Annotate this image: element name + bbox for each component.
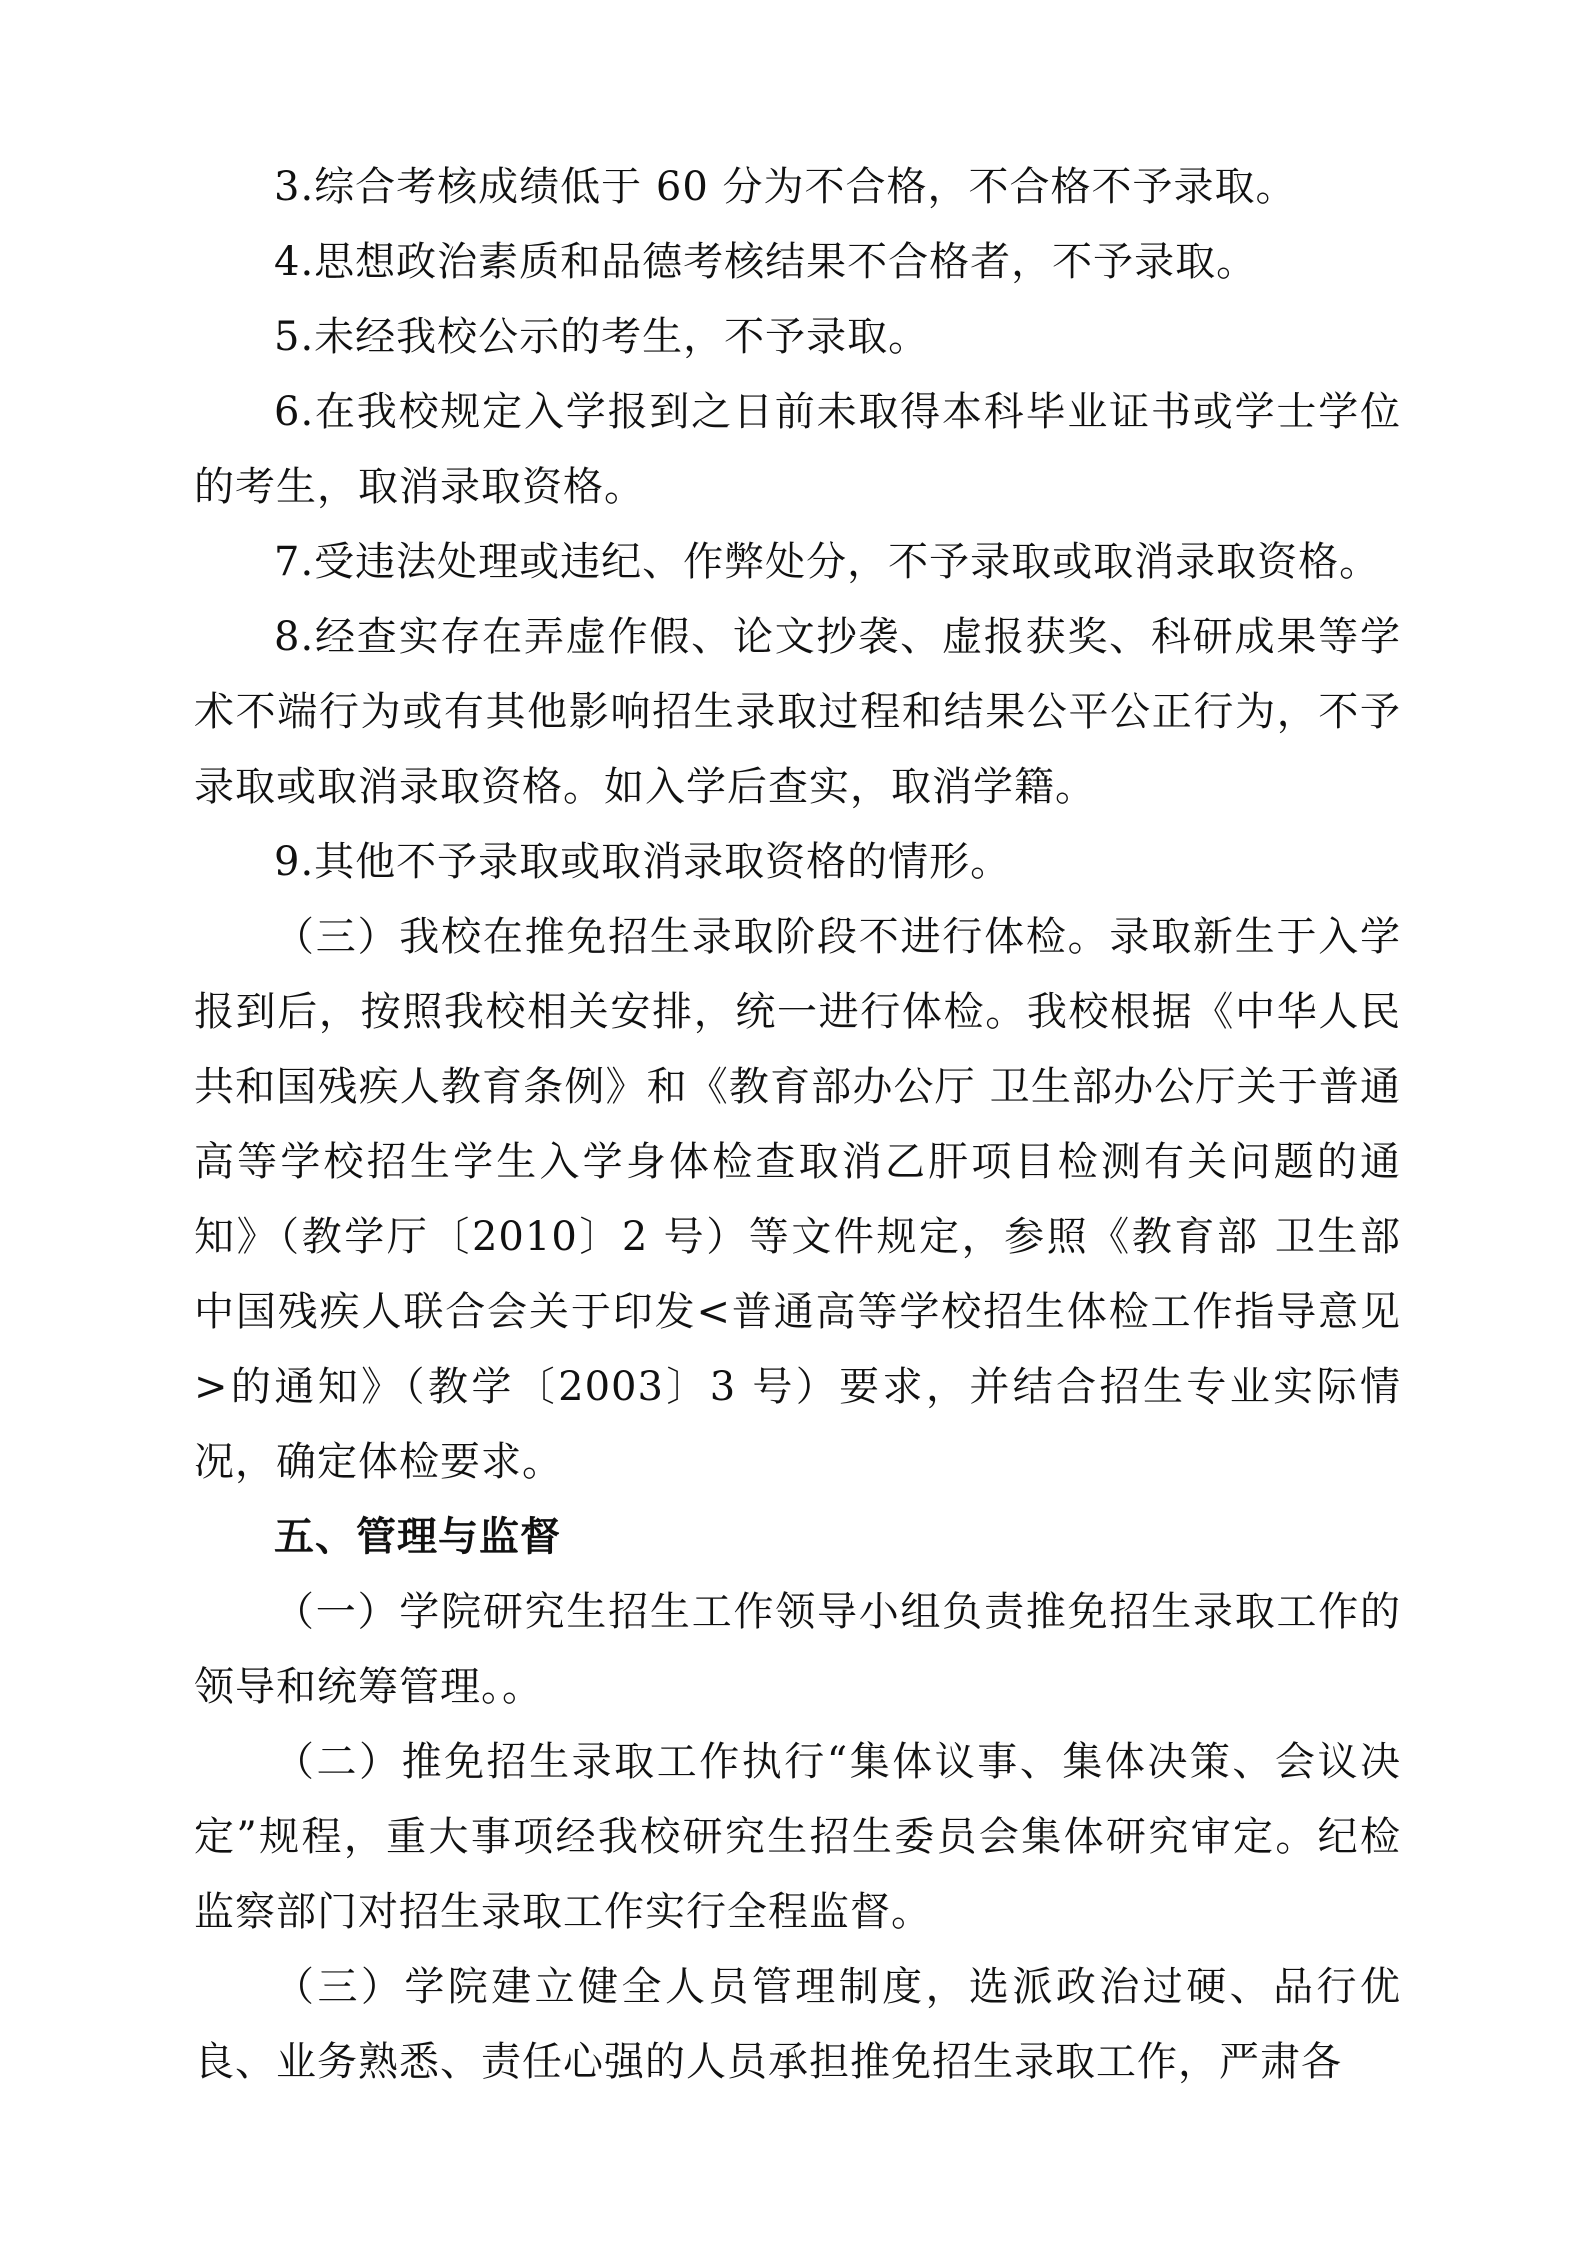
paragraph-rule-9: 9.其他不予录取或取消录取资格的情形。 bbox=[274, 839, 1012, 885]
paragraph-rule-4: 4.思想政治素质和品德考核结果不合格者，不予录取。 bbox=[274, 239, 1258, 285]
paragraph-physical-exam: （三）我校在推免招生录取阶段不进行体检。录取新生于入学报到后，按照我校相关安排，统一进行体检。我校根据《中华人民共和国残疾人教育条例》和《教育部办公厅 卫生部办公厅关于普通高等学校招生学生入学身体检查取消乙肝项目检测有关问题的通知》（教学厅〔2010〕2 号）等文件规定，参照《教育部 卫生部 中国残疾人联合会关于印发<普通高等学校招生体检工作指导意见>的通知》（教学〔2003〕3 号）要求，并结合招生专业实际情况，确定体检要求。 bbox=[194, 914, 1401, 1485]
paragraph-rule-8: 8.经查实存在弄虚作假、论文抄袭、虚报获奖、科研成果等学术不端行为或有其他影响招生录取过程和结果公平公正行为，不予录取或取消录取资格。如入学后查实，取消学籍。 bbox=[194, 614, 1401, 810]
paragraph-management-2: （二）推免招生录取工作执行“集体议事、集体决策、会议决定”规程，重大事项经我校研究生招生委员会集体研究审定。纪检监察部门对招生录取工作实行全程监督。 bbox=[194, 1739, 1401, 1935]
paragraph-management-1: （一）学院研究生招生工作领导小组负责推免招生录取工作的领导和统筹管理。。 bbox=[194, 1589, 1401, 1710]
paragraph-management-3: （三）学院建立健全人员管理制度，选派政治过硬、品行优良、业务熟悉、责任心强的人员承担推免招生录取工作，严肃各 bbox=[194, 1964, 1401, 2085]
paragraph-rule-5: 5.未经我校公示的考生，不予录取。 bbox=[274, 314, 930, 360]
paragraph-rule-3: 3.综合考核成绩低于 60 分为不合格，不合格不予录取。 bbox=[274, 164, 1297, 210]
paragraph-rule-6: 6.在我校规定入学报到之日前未取得本科毕业证书或学士学位的考生，取消录取资格。 bbox=[194, 389, 1401, 510]
section-heading: 五、管理与监督 bbox=[274, 1514, 561, 1560]
paragraph-rule-7: 7.受违法处理或违纪、作弊处分，不予录取或取消录取资格。 bbox=[274, 539, 1381, 585]
document-page bbox=[194, 150, 1401, 2100]
